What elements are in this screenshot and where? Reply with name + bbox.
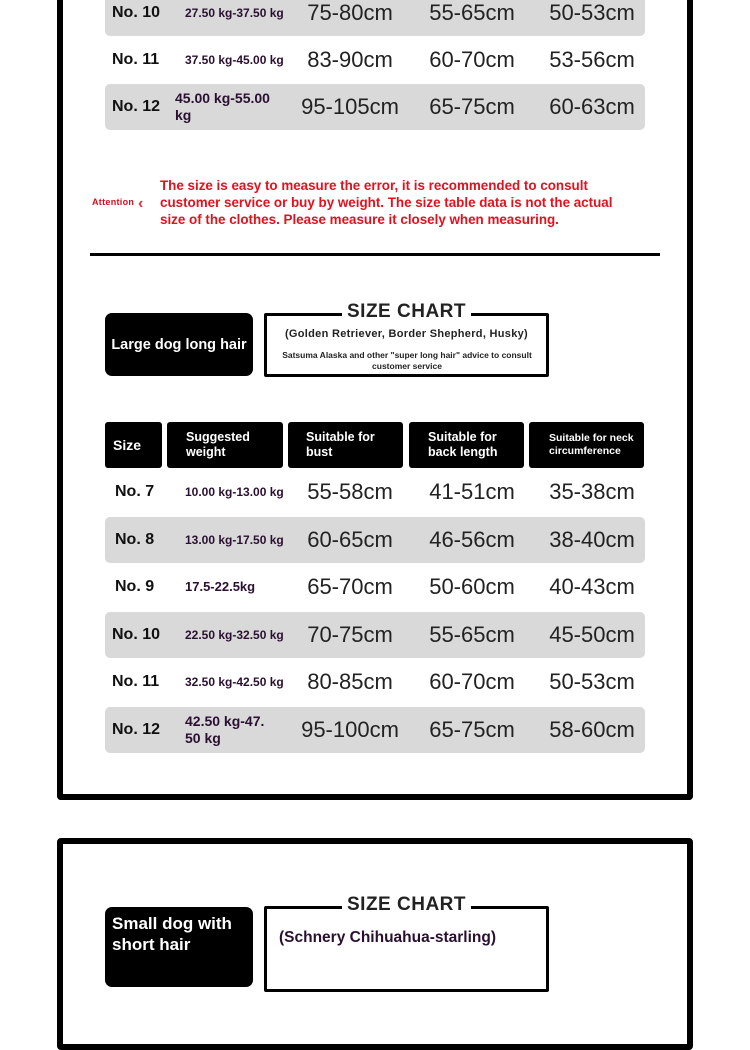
size-cell: No. 12: [112, 721, 161, 738]
size-cell: No. 7: [115, 483, 155, 500]
table-row: [105, 612, 645, 658]
back-cell: 65-75cm: [429, 717, 515, 742]
size-chart-title-text: SIZE CHART: [342, 894, 471, 915]
back-cell: 50-60cm: [429, 574, 515, 599]
bust-cell: 95-100cm: [301, 717, 399, 742]
table-row: [105, 37, 645, 83]
size-chart-title-text: SIZE CHART: [342, 301, 471, 322]
weight-cell: 22.50 kg-32.50 kg: [185, 628, 284, 642]
size-cell: No. 12: [112, 98, 161, 115]
size-cell: No. 11: [112, 673, 160, 690]
category-label: Large dog long hair: [105, 313, 253, 376]
arrow-icon: ‹: [138, 195, 144, 212]
size-chart-box: [264, 301, 549, 377]
back-cell: 60-70cm: [429, 669, 515, 694]
size-chart-title: [267, 301, 546, 323]
chart-note: Satsuma Alaska and other "super long hair" advice to consult customer service: [282, 350, 532, 371]
bust-cell: 83-90cm: [307, 47, 393, 72]
weight-cell: 32.50 kg-42.50 kg: [185, 675, 284, 689]
bust-cell: 65-70cm: [307, 574, 393, 599]
size-cell: No. 10: [112, 626, 161, 643]
table-row: [105, 659, 645, 705]
attention-label: Attention: [92, 197, 135, 207]
neck-cell: 38-40cm: [549, 527, 635, 552]
bust-cell: 95-105cm: [301, 94, 399, 119]
size-cell: No. 10: [112, 4, 161, 21]
size-cell: No. 9: [115, 578, 155, 595]
header-size: Size: [105, 422, 162, 468]
back-cell: 41-51cm: [429, 479, 515, 504]
header-weight: Suggested weight: [167, 422, 283, 468]
neck-cell: 45-50cm: [549, 622, 635, 647]
weight-cell: 17.5-22.5kg: [185, 579, 256, 594]
table-row: [105, 469, 645, 515]
table-row: [105, 707, 645, 753]
header-bust: Suitable for bust: [288, 422, 403, 468]
bust-cell: 80-85cm: [307, 669, 393, 694]
back-cell: 46-56cm: [429, 527, 515, 552]
divider: [90, 253, 660, 256]
bust-cell: 75-80cm: [307, 0, 393, 25]
neck-cell: 60-63cm: [549, 94, 635, 119]
back-cell: 60-70cm: [429, 47, 515, 72]
weight-cell: 13.00 kg-17.50 kg: [185, 533, 284, 547]
weight-cell: 10.00 kg-13.00 kg: [185, 485, 284, 499]
table-row: [105, 84, 645, 130]
back-cell: 65-75cm: [429, 94, 515, 119]
neck-cell: 40-43cm: [549, 574, 635, 599]
breed-list: (Golden Retriever, Border Shepherd, Husky): [284, 328, 529, 340]
size-chart-title: [267, 894, 546, 916]
bust-cell: 55-58cm: [307, 479, 393, 504]
weight-cell: 42.50 kg-47. 50 kg: [185, 713, 265, 746]
neck-cell: 50-53cm: [549, 0, 635, 25]
table-row: [105, 0, 645, 36]
weight-cell: 27.50 kg-37.50 kg: [185, 6, 284, 20]
category-label: Small dog with short hair: [105, 907, 253, 987]
size-cell: No. 11: [112, 51, 160, 68]
neck-cell: 50-53cm: [549, 669, 635, 694]
back-cell: 55-65cm: [429, 0, 515, 25]
weight-cell: 37.50 kg-45.00 kg: [185, 53, 284, 67]
neck-cell: 53-56cm: [549, 47, 635, 72]
table-row: [105, 517, 645, 563]
bust-cell: 70-75cm: [307, 622, 393, 647]
header-neck: Suitable for neck circumference: [529, 422, 644, 468]
bust-cell: 60-65cm: [307, 527, 393, 552]
attention-text: The size is easy to measure the error, it is recommended to consult customer service or buy by weight. The size table data is not the actual size of the clothes. Please measure it closely when measuring.: [160, 178, 613, 227]
header-back-length: Suitable for back length: [409, 422, 524, 468]
size-cell: No. 8: [115, 531, 155, 548]
table-row: [105, 564, 645, 610]
back-cell: 55-65cm: [429, 622, 515, 647]
breed-list: (Schnery Chihuahua-starling): [279, 929, 497, 946]
neck-cell: 35-38cm: [549, 479, 635, 504]
size-chart-box: [264, 894, 549, 992]
weight-cell: 45.00 kg-55.00 kg: [175, 90, 270, 123]
neck-cell: 58-60cm: [549, 717, 635, 742]
